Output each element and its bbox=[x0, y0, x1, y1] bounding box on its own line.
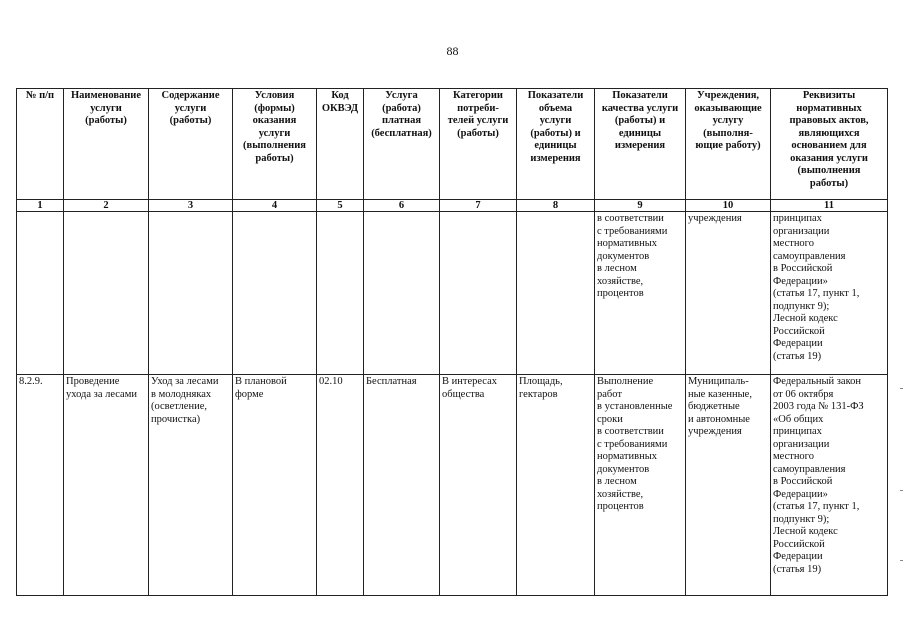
text-line: ные казенные, bbox=[688, 388, 752, 400]
text-line: Реквизиты bbox=[802, 90, 856, 101]
text-line: в установленные bbox=[597, 401, 673, 412]
text-line: 02.10 bbox=[319, 376, 343, 387]
text-line: Федерации» bbox=[773, 488, 828, 500]
column-number: 5 bbox=[317, 200, 364, 212]
text-line: работы) bbox=[809, 177, 849, 189]
text-line: Лесной кодекс bbox=[773, 526, 838, 537]
column-number: 6 bbox=[364, 200, 440, 212]
text-line: ухода за лесами bbox=[66, 388, 137, 400]
header-cell bbox=[149, 89, 233, 200]
text-line: (работы) и bbox=[614, 115, 666, 126]
header-cell bbox=[233, 89, 317, 200]
text-line: самоуправления bbox=[773, 463, 846, 475]
table-row-continuation bbox=[17, 212, 888, 375]
text-line: в лесном bbox=[597, 476, 637, 487]
text-line: подпункт 9); bbox=[773, 513, 830, 525]
text-line: платная bbox=[381, 115, 422, 126]
text-line: учреждения bbox=[688, 426, 742, 437]
text-line: общества bbox=[442, 388, 485, 400]
text-line: от 06 октября bbox=[773, 388, 834, 400]
text-line: единицы bbox=[618, 127, 662, 139]
header-cell bbox=[517, 89, 595, 200]
text-line: нормативных bbox=[796, 102, 862, 114]
text-line: в Российской bbox=[773, 263, 833, 274]
text-line: услуги bbox=[174, 102, 207, 114]
text-line: объема bbox=[538, 102, 573, 114]
text-line: бюджетные bbox=[688, 401, 740, 412]
text-line: (статья 19) bbox=[773, 563, 822, 575]
column-number: 3 bbox=[149, 200, 233, 212]
text-line: местного bbox=[773, 451, 814, 462]
okved-code-cell bbox=[317, 375, 364, 596]
text-line: ющие работу) bbox=[695, 140, 761, 151]
text-line: услуги bbox=[258, 127, 291, 139]
conditions-cell bbox=[233, 375, 317, 596]
text-line: Код bbox=[331, 90, 349, 101]
header-cell bbox=[364, 89, 440, 200]
text-line: 8.2.9. bbox=[19, 376, 43, 387]
text-line: нормативных bbox=[597, 451, 658, 462]
text-line: организации bbox=[773, 225, 830, 237]
text-line: Проведение bbox=[66, 376, 120, 387]
column-number: 1 bbox=[17, 200, 64, 212]
text-line: Показатели bbox=[527, 90, 584, 101]
text-line: (выполнения bbox=[797, 165, 861, 176]
text-line: Условия bbox=[254, 90, 295, 101]
column-number: 7 bbox=[440, 200, 517, 212]
text-line: являющихся bbox=[798, 127, 860, 139]
header-cell bbox=[595, 89, 686, 200]
text-line: (статья 17, пункт 1, bbox=[773, 288, 860, 299]
text-line: с требованиями bbox=[597, 438, 668, 450]
text-line: Федерации bbox=[773, 338, 823, 349]
text-line: В плановой bbox=[235, 376, 287, 387]
text-line: хозяйстве, bbox=[597, 275, 644, 287]
text-line: единицы bbox=[534, 140, 577, 151]
text-line: прочистка) bbox=[151, 413, 201, 425]
column-number: 10 bbox=[686, 200, 771, 212]
text-line: № п/п bbox=[25, 90, 55, 101]
table-cell bbox=[64, 212, 149, 375]
text-line: измерения bbox=[530, 152, 581, 164]
text-line: (осветление, bbox=[151, 401, 207, 412]
header-cell bbox=[686, 89, 771, 200]
column-number: 8 bbox=[517, 200, 595, 212]
column-number-row bbox=[17, 200, 888, 212]
text-line: ОКВЭД bbox=[321, 102, 359, 114]
text-line: и автономные bbox=[688, 413, 750, 425]
text-line: (бесплатная) bbox=[371, 127, 432, 139]
volume-indicator-cell bbox=[517, 375, 595, 596]
table-cell bbox=[440, 212, 517, 375]
text-line: (работы) bbox=[457, 127, 499, 139]
text-line: Услуга bbox=[385, 90, 418, 101]
text-line: документов bbox=[597, 250, 650, 262]
text-line: измерения bbox=[614, 140, 666, 151]
table-cell bbox=[364, 212, 440, 375]
text-line: Федерации» bbox=[773, 275, 828, 287]
institutions-cell bbox=[686, 375, 771, 596]
text-line: в лесном bbox=[597, 263, 637, 274]
text-line: основанием для bbox=[791, 140, 867, 151]
text-line: правовых актов, bbox=[789, 115, 869, 126]
table-cell bbox=[317, 212, 364, 375]
text-line: принципах bbox=[773, 426, 822, 437]
page-number: 88 bbox=[446, 44, 459, 58]
text-line: работ bbox=[597, 388, 622, 400]
text-line: в Российской bbox=[773, 476, 833, 487]
text-line: (выполнения bbox=[243, 140, 306, 151]
legal-acts-cell bbox=[771, 212, 888, 375]
text-line: услуги bbox=[539, 115, 572, 126]
text-line: телей услуги bbox=[447, 115, 509, 126]
text-line: Содержание bbox=[161, 90, 220, 101]
text-line: потреби- bbox=[457, 102, 499, 114]
text-line: Учреждения, bbox=[696, 90, 760, 101]
text-line: Уход за лесами bbox=[151, 376, 219, 387]
column-number: 9 bbox=[595, 200, 686, 212]
text-line: сроки bbox=[597, 413, 623, 425]
text-line: Категории bbox=[453, 90, 503, 101]
text-line: Площадь, bbox=[519, 376, 563, 387]
text-line: «Об общих bbox=[773, 413, 824, 425]
text-line: 2003 года № 131-ФЗ bbox=[773, 401, 864, 412]
scan-edge-mark bbox=[900, 388, 903, 389]
institutions-cell bbox=[686, 212, 771, 375]
text-line: в молодняках bbox=[151, 388, 212, 400]
text-line: оказывающие bbox=[694, 102, 762, 114]
quality-indicator-cell bbox=[595, 212, 686, 375]
text-line: в соответствии bbox=[597, 213, 664, 224]
header-cell bbox=[17, 89, 64, 200]
text-line: оказания услуги bbox=[790, 152, 868, 164]
text-line: (работы) bbox=[169, 115, 212, 126]
text-line: нормативных bbox=[597, 238, 658, 249]
header-cell bbox=[64, 89, 149, 200]
quality-indicator-cell bbox=[595, 375, 686, 596]
text-line: услугу bbox=[712, 115, 744, 126]
table-cell bbox=[149, 212, 233, 375]
text-line: в соответствии bbox=[597, 426, 664, 437]
text-line: принципах bbox=[773, 213, 822, 224]
text-line: Федерации bbox=[773, 551, 823, 562]
scan-edge-mark bbox=[900, 490, 903, 491]
text-line: работы) bbox=[255, 152, 294, 164]
text-line: подпункт 9); bbox=[773, 300, 830, 312]
consumer-category-cell bbox=[440, 375, 517, 596]
text-line: Российской bbox=[773, 325, 825, 337]
text-line: Выполнение bbox=[597, 376, 654, 387]
text-line: (статья 17, пункт 1, bbox=[773, 501, 860, 512]
text-line: Наименование bbox=[71, 90, 141, 101]
row-number-cell bbox=[17, 375, 64, 596]
text-line: учреждения bbox=[688, 213, 742, 224]
text-line: Федеральный закон bbox=[773, 376, 862, 387]
text-line: (формы) bbox=[254, 102, 295, 114]
services-registry-table bbox=[16, 88, 888, 596]
text-line: (работы) bbox=[85, 115, 127, 126]
text-line: форме bbox=[235, 388, 264, 400]
header-cell bbox=[440, 89, 517, 200]
paid-free-cell bbox=[364, 375, 440, 596]
table-cell bbox=[233, 212, 317, 375]
text-line: Показатели bbox=[612, 90, 668, 101]
table-cell bbox=[17, 212, 64, 375]
column-number: 4 bbox=[233, 200, 317, 212]
text-line: хозяйстве, bbox=[597, 488, 644, 500]
text-line: (работы) и bbox=[530, 127, 581, 139]
table-cell bbox=[517, 212, 595, 375]
text-line: Российской bbox=[773, 538, 825, 550]
text-line: (статья 19) bbox=[773, 350, 822, 362]
text-line: Лесной кодекс bbox=[773, 313, 838, 324]
text-line: гектаров bbox=[519, 388, 558, 400]
legal-acts-cell bbox=[771, 375, 888, 596]
text-line: с требованиями bbox=[597, 225, 668, 237]
text-line: организации bbox=[773, 438, 830, 450]
service-name-cell bbox=[64, 375, 149, 596]
text-line: процентов bbox=[597, 288, 644, 299]
text-line: Бесплатная bbox=[366, 376, 417, 387]
text-line: местного bbox=[773, 238, 814, 249]
text-line: услуги bbox=[90, 102, 122, 114]
text-line: процентов bbox=[597, 501, 644, 512]
column-number: 11 bbox=[771, 200, 888, 212]
text-line: Муниципаль- bbox=[688, 376, 749, 387]
scan-edge-mark bbox=[900, 560, 903, 561]
text-line: (выполня- bbox=[703, 127, 753, 139]
service-content-cell bbox=[149, 375, 233, 596]
text-line: (работа) bbox=[382, 102, 421, 114]
text-line: оказания bbox=[252, 115, 297, 126]
text-line: документов bbox=[597, 463, 650, 475]
header-cell bbox=[771, 89, 888, 200]
text-line: В интересах bbox=[442, 376, 497, 387]
text-line: качества услуги bbox=[601, 102, 679, 114]
header-row bbox=[17, 89, 888, 200]
header-cell bbox=[317, 89, 364, 200]
column-number: 2 bbox=[64, 200, 149, 212]
table-row bbox=[17, 375, 888, 596]
text-line: самоуправления bbox=[773, 250, 846, 262]
